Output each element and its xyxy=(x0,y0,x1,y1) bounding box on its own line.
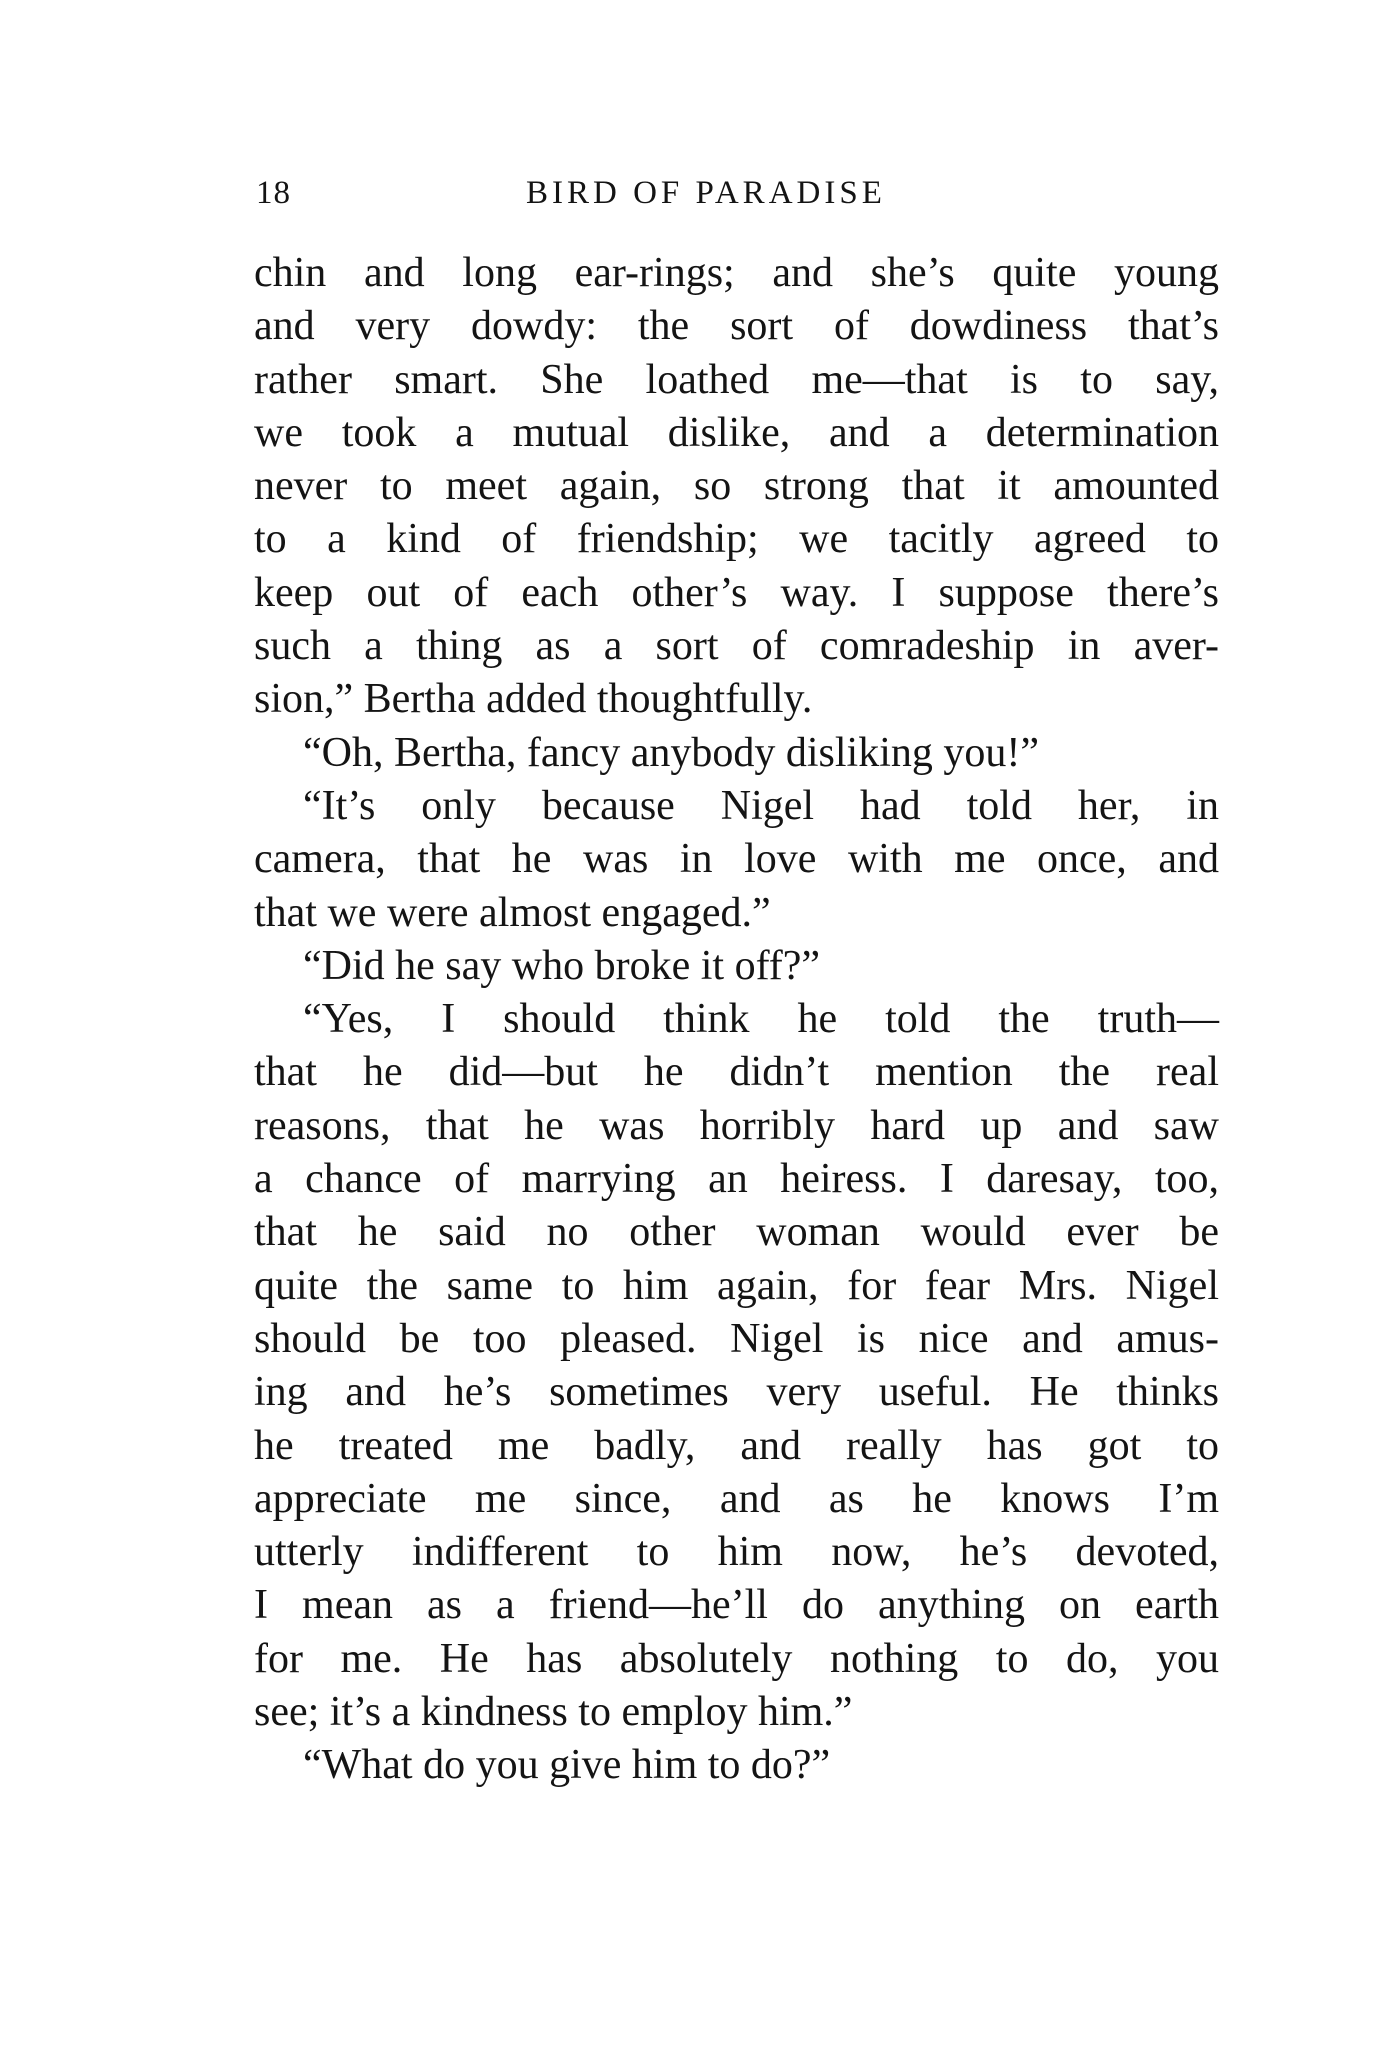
text-line: “What do you give him to do?” xyxy=(303,1742,831,1789)
body-text xyxy=(254,247,1219,1793)
text-line: we took a mutual dislike, and a determination xyxy=(254,409,1219,456)
text-line: rather smart. She loathed me—that is to say, xyxy=(254,356,1219,403)
text-line: and very dowdy: the sort of dowdiness that’s xyxy=(254,303,1219,350)
text-line: “Oh, Bertha, fancy anybody disliking you!” xyxy=(303,729,1039,776)
text-line: reasons, that he was horribly hard up and saw xyxy=(254,1102,1219,1149)
text-line: “Did he say who broke it off?” xyxy=(303,942,821,989)
text-line: he treated me badly, and really has got to xyxy=(254,1422,1219,1469)
text-line: to a kind of friendship; we tacitly agreed to xyxy=(254,516,1219,563)
text-line: chin and long ear-rings; and she’s quite young xyxy=(254,250,1219,296)
text-line: for me. He has absolutely nothing to do, you xyxy=(254,1635,1219,1682)
text-line: utterly indifferent to him now, he’s devoted, xyxy=(254,1529,1219,1576)
page-number: 18 xyxy=(256,175,291,211)
text-line: camera, that he was in love with me once, and xyxy=(254,836,1219,883)
text-line: I mean as a friend—he’ll do anything on earth xyxy=(254,1582,1219,1629)
text-line: should be too pleased. Nigel is nice and amus- xyxy=(254,1315,1219,1362)
text-line: that we were almost engaged.” xyxy=(254,889,771,936)
text-line: “It’s only because Nigel had told her, in xyxy=(303,782,1219,829)
text-line: quite the same to him again, for fear Mrs. Nigel xyxy=(254,1262,1219,1309)
text-line: sion,” Bertha added thoughtfully. xyxy=(254,676,813,723)
text-line: see; it’s a kindness to employ him.” xyxy=(254,1689,853,1736)
text-line: appreciate me since, and as he knows I’m xyxy=(254,1475,1219,1522)
text-line: that he did—but he didn’t mention the real xyxy=(254,1049,1219,1096)
text-line: a chance of marrying an heiress. I daresay, too, xyxy=(254,1156,1219,1203)
text-line: never to meet again, so strong that it amounted xyxy=(254,463,1219,510)
text-line: such a thing as a sort of comradeship in aver- xyxy=(254,623,1219,670)
running-head xyxy=(256,175,1216,225)
text-line: “Yes, I should think he told the truth— xyxy=(303,996,1219,1043)
text-line: keep out of each other’s way. I suppose there’s xyxy=(254,569,1219,616)
text-line: that he said no other woman would ever be xyxy=(254,1209,1219,1256)
running-title: BIRD OF PARADISE xyxy=(526,175,886,211)
text-line: ing and he’s sometimes very useful. He thinks xyxy=(254,1369,1219,1416)
